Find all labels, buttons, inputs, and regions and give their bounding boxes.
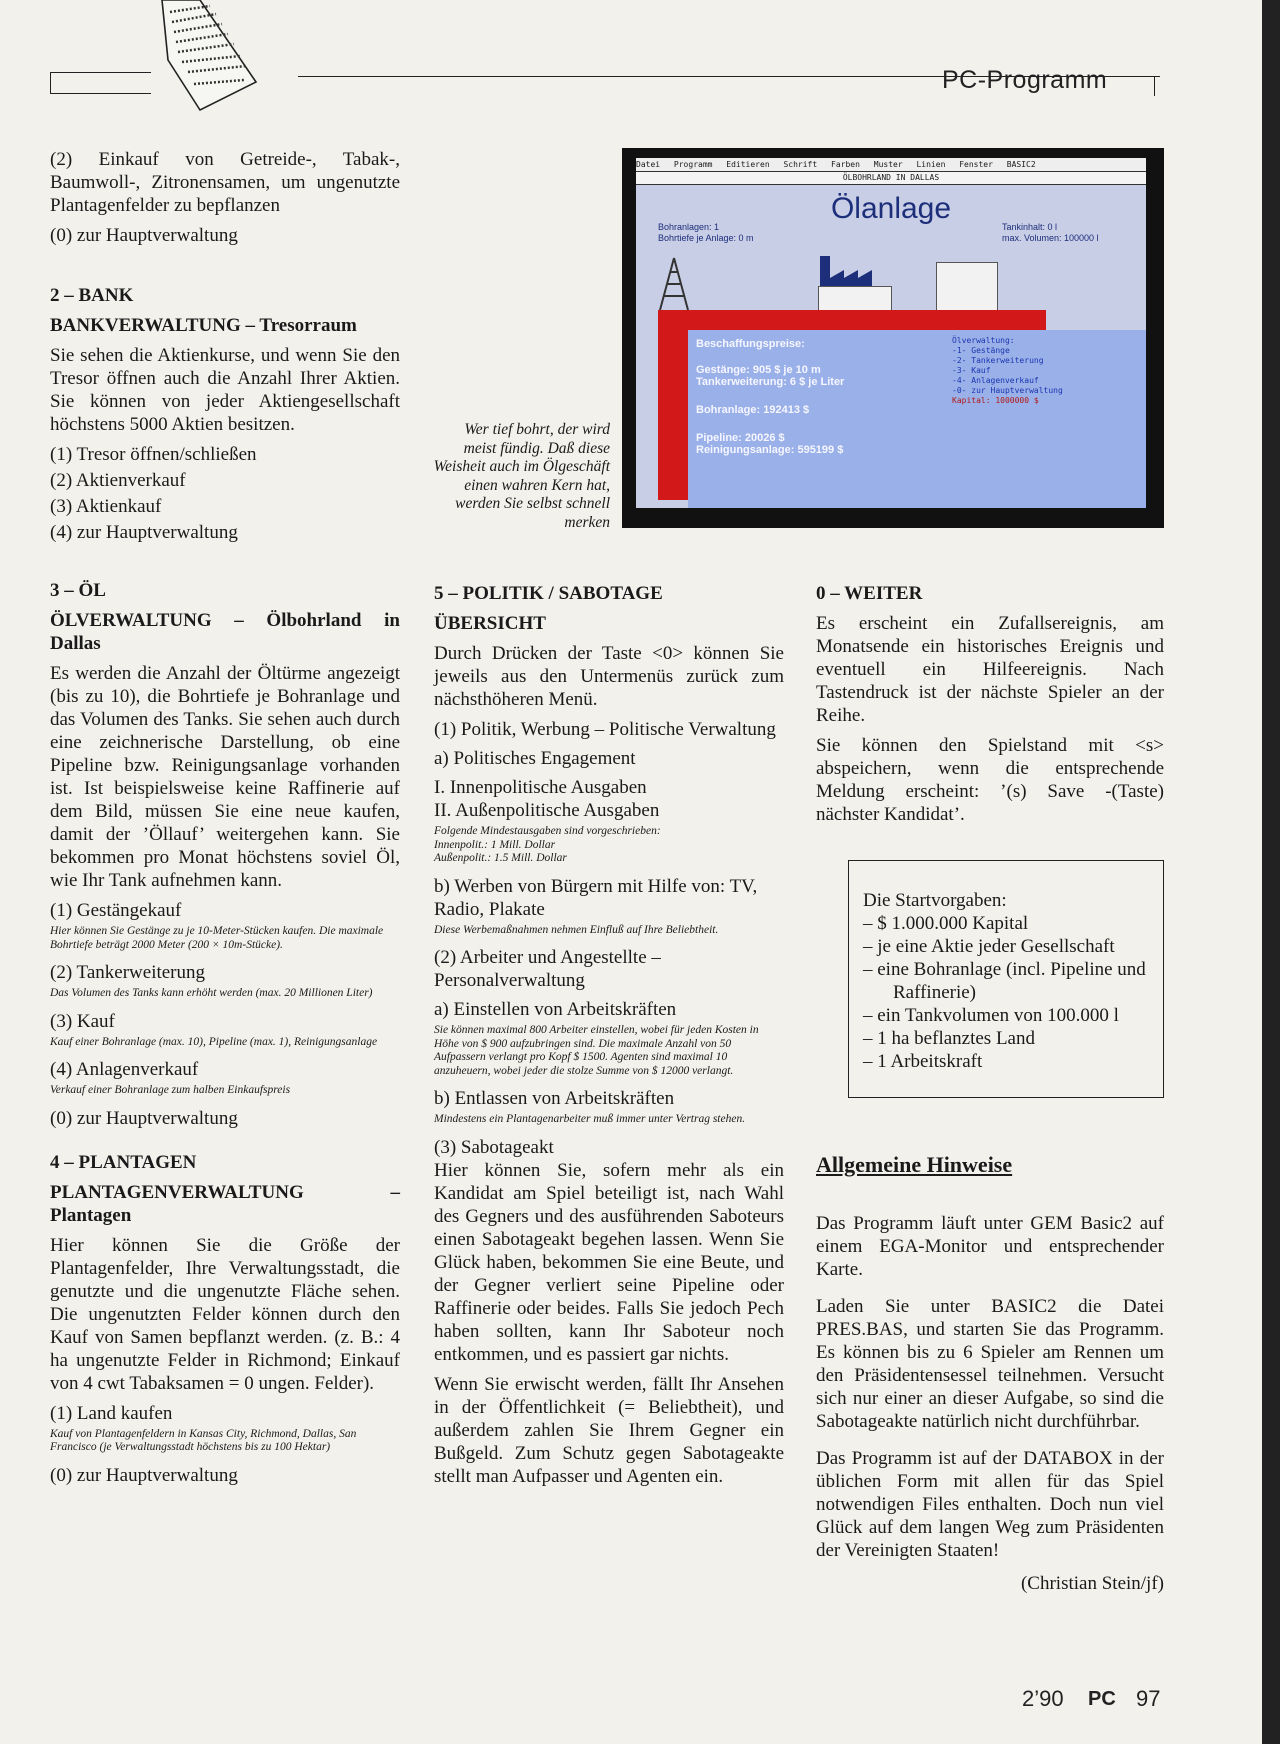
paragraph: (2) Einkauf von Getreide-, Tabak-, Baumwoll-, Zitronensamen, um ungenutzte Plantagenfelder zu bepflanzen (50, 149, 400, 216)
menu-item: Linien (916, 160, 946, 169)
menu-option: (2) Arbeiter und Angestellte – Personalverwaltung (434, 947, 661, 991)
left-stats: Bohranlagen: 1 Bohrtiefe je Anlage: 0 m (658, 222, 754, 243)
menu-option: (1) Tresor öffnen/schließen (50, 444, 257, 465)
menu-option: (1) Land kaufen (50, 1402, 173, 1424)
section-subheading: BANKVERWALTUNG – Tresorraum (50, 315, 357, 336)
list-item: – 1 Arbeitskraft (863, 1051, 983, 1072)
list-item: – ein Tankvolumen von 100.000 l (863, 1005, 1119, 1026)
game-screenshot (636, 158, 1146, 508)
list-item: – 1 ha beflanztes Land (863, 1028, 1035, 1049)
note: Das Volumen des Tanks kann erhöht werden (max. 20 Millionen Liter) (50, 987, 373, 999)
paragraph: Hier können Sie die Größe der Plantagenfelder, Ihre Verwaltungsstadt, die genutzte und die ungenutzte Fläche sehen. Die ungenutzten Felder können durch den Kauf von Samen bepflanzt werden. (z. B.: 4 ha ungenutzte Felder in Richmond; Einkauf von 4 cwt Tabaksamen = 0 ungen. Felder). (50, 1234, 400, 1394)
price-tank: Tankerweiterung: 6 $ je Liter (696, 376, 845, 388)
menu-option: I. Innenpolitische Ausgaben (434, 777, 647, 798)
menu-item: Datei (636, 160, 661, 169)
menu-option: (3) Kauf (50, 1010, 115, 1032)
section-heading: 5 – POLITIK / SABOTAGE (434, 583, 663, 604)
price-rods: Gestänge: 905 $ je 10 m (696, 364, 821, 376)
paragraph: Hier können Sie, sofern mehr als ein Kandidat am Spiel beteiligt ist, nach Wahl des Gegners und des ausführenden Saboteurs einen Sabotageakt begehen lassen. Wenn Sie Glück haben, bekommen Sie eine Beute, und der Gegner verliert seine Pipeline oder Raffinerie oder beides. Falls Sie jedoch Pech haben sollten, kann Ihr Saboteur noch entkommen, und es passiert gar nichts. (434, 1159, 784, 1365)
menu-option: (3) Aktienkauf (50, 496, 162, 517)
note: Verkauf einer Bohranlage zum halben Einkaufspreis (50, 1084, 291, 1096)
menu-option: (0) zur Hauptverwaltung (50, 1107, 238, 1129)
header-rule-left (50, 72, 151, 94)
menu-option: (2) Aktienverkauf (50, 470, 186, 491)
menu-option: (0) zur Hauptverwaltung (50, 225, 238, 246)
menu-option: a) Einstellen von Arbeitskräften (434, 999, 677, 1020)
menu-option: (1) Politik, Werbung – Politische Verwaltung (434, 719, 776, 740)
page-binding (1262, 0, 1280, 1744)
paragraph: Das Programm läuft unter GEM Basic2 auf einem EGA-Monitor und entsprechender Karte. (816, 1213, 1164, 1280)
menu-option: II. Außenpolitische Ausgaben (434, 800, 660, 821)
image-caption: Wer tief bohrt, der wird meist fündig. Daß diese Weisheit auch im Ölgeschäft einen wahren Kern hat, werden Sie selbst schnell merken (433, 421, 610, 531)
column-3 (816, 582, 1164, 833)
column-3-lower (816, 1152, 1164, 1602)
prices-panel (688, 330, 1146, 508)
section-heading: Allgemeine Hinweise (816, 1152, 1013, 1177)
menu-option: (4) Anlagenverkauf (50, 1059, 199, 1080)
menu-option: a) Politisches Engagement (434, 748, 636, 769)
menu-item: BASIC2 (1006, 160, 1036, 169)
note: Diese Werbemaßnahmen nehmen Einfluß auf Ihre Beliebtheit. (434, 923, 719, 936)
paragraph: Laden Sie unter BASIC2 die Datei PRES.BAS, und starten Sie das Programm. Es können bis zu 6 Spieler am Rennen um den Präsidentensessel teilnehmen. Versucht sich nur einer an dieser Aufgabe, so sind die Sabotageakte natürlich nicht durchführbar. (816, 1296, 1164, 1432)
menu-item: Programm (673, 160, 713, 169)
box-title: Die Startvorgaben: (863, 890, 1007, 911)
column-1 (50, 148, 400, 1490)
paragraph: Es erscheint ein Zufallsereignis, am Monatsende ein historisches Ereignis und eventuell ein Hilfeereignis. Nach Tastendruck ist der nächste Spieler an der Reihe. (816, 613, 1164, 726)
note: Hier können Sie Gestänge zu je 10-Meter-Stücken kaufen. Die maximale Bohrtiefe beträgt 2000 Meter (200 × 10m-Stücke). (50, 925, 384, 951)
section-heading: 0 – WEITER (816, 583, 923, 604)
paragraph: Durch Drücken der Taste <0> können Sie jeweils aus den Untermenüs zurück zum nächsthöheren Menü. (434, 643, 784, 710)
section-subheading: PLANTAGENVERWALTUNG – Plantagen (50, 1181, 400, 1226)
menu-item: Muster (873, 160, 903, 169)
menu-item: Editieren (726, 160, 770, 169)
menu-option: (3) Sabotageakt (434, 1136, 554, 1158)
price-cleaning: Reinigungsanlage: 595199 $ (696, 444, 844, 456)
author-credit: (Christian Stein/jf) (1020, 1573, 1164, 1594)
menu-item: Schrift (783, 160, 818, 169)
price-rig: Bohranlage: 192413 $ (696, 404, 810, 416)
note: Sie können maximal 800 Arbeiter einstellen, wobei für jeden Kosten in Höhe von $ 900 aufzubringen sind. Die maximale Anzahl von 50 Aufpassern verlangt pro Kopf $ 1500. Agenten sind maximal 10 anzuheuern, wobei jeder die stolze Summe von $ 12000 verlangt. (434, 1024, 759, 1077)
paragraph: Sie sehen die Aktienkurse, und wenn Sie den Tresor öffnen auch die Anzahl Ihrer Aktien. Sie können von jeder Aktiengesellschaft höchstens 5000 Aktien besitzen. (50, 345, 400, 435)
price-pipeline: Pipeline: 20026 $ (696, 432, 785, 444)
note: Folgende Mindestausgaben sind vorgeschrieben: Innenpolit.: 1 Mill. Dollar Außenpolit.: 1.5 Mill. Dollar (434, 825, 661, 864)
menu-option: (4) zur Hauptverwaltung (50, 522, 238, 543)
screen-title: Ölanlage (830, 192, 952, 225)
menu-option: (0) zur Hauptverwaltung (50, 1464, 238, 1486)
menu-option: (1) Gestängekauf (50, 900, 182, 921)
menu-item: Farben (831, 160, 860, 169)
note: Mindestens ein Plantagenarbeiter muß immer unter Vertrag stehen. (434, 1113, 746, 1125)
oil-tank (936, 262, 998, 312)
list-item: – je eine Aktie jeder Gesellschaft (863, 936, 1115, 957)
paragraph: Wenn Sie erwischt werden, fällt Ihr Ansehen in der Öffentlichkeit (= Beliebtheit), und außerdem zahlen Sie Ihrem Gegner ein Bußgeld. Zum Schutz gegen Sabotageakte stellt man Aufpasser und Agenten ein. (434, 1373, 784, 1487)
paragraph: Das Programm ist auf der DATABOX in der üblichen Form mit allen für das Spiel notwendigen Files enthalten. Doch nun viel Glück auf dem langen Weg zum Präsidenten der Vereinigten Staaten! (816, 1448, 1164, 1561)
section-heading: 2 – BANK (50, 285, 134, 306)
paragraph: Es werden die Anzahl der Öltürme angezeigt (bis zu 10), die Bohrtiefe je Bohranlage und das Volumen des Tanks. Sie sehen auch durch eine zeichnerische Darstellung, ob eine Pipeline bzw. Reinigungsanlage vorhanden ist. Ist beispielsweise keine Raffinerie auf dem Bild, müssen Sie eine neue kaufen, damit der ’Öllauf’ weitergehen kann. Sie bekommen pro Monat höchstens soviel Öl, wie Ihr Tank aufnehmen kann. (50, 663, 400, 891)
menu-option: b) Entlassen von Arbeitskräften (434, 1088, 675, 1109)
menu-item: Fenster (959, 160, 993, 169)
gem-menu-bar (636, 158, 1146, 172)
section-heading: 3 – ÖL (50, 580, 106, 601)
oil-derrick-icon (656, 256, 692, 312)
section-subheading: ÜBERSICHT (434, 613, 546, 634)
issue-number: 2’90 (1022, 1686, 1064, 1711)
pipeline (658, 310, 1046, 330)
section-subheading: ÖLVERWALTUNG – Ölbohrland in Dallas (50, 610, 400, 654)
right-stats: Tankinhalt: 0 l max. Volumen: 100000 l (1002, 222, 1099, 243)
column-2 (434, 582, 784, 1495)
note: Kauf von Plantagenfeldern in Kansas City, Richmond, Dallas, San Francisco (je Verwaltungsstadt höchstens bis zu 100 Hektar) (50, 1427, 357, 1453)
window-title: ÖLBOHRLAND IN DALLAS (636, 172, 1146, 185)
note: Kauf einer Bohranlage (max. 10), Pipeline (max. 1), Reinigungsanlage (50, 1035, 378, 1048)
magazine-logo: PC (1088, 1688, 1116, 1710)
refinery-base (818, 286, 892, 312)
section-heading: 4 – PLANTAGEN (50, 1151, 197, 1173)
menu-option: b) Werben von Bürgern mit Hilfe von: TV, Radio, Plakate (434, 875, 758, 920)
drill-pipe (658, 310, 688, 500)
header-rule-end (1154, 76, 1155, 96)
list-item: – $ 1.000.000 Kapital (863, 913, 1029, 934)
list-item: – eine Bohranlage (incl. Pipeline und Raffinerie) (863, 959, 1146, 1003)
section-title: PC-Programm (942, 66, 1108, 94)
prices-heading: Beschaffungspreise: (696, 338, 805, 350)
start-settings-box (848, 860, 1164, 1098)
paragraph: Sie können den Spielstand mit <s> abspeichern, wenn die entsprechende Meldung erscheint: ’(s) Save -(Taste) nächster Kandidat’. (816, 735, 1164, 825)
oil-menu: Ölverwaltung: -1- Gestänge -2- Tankerweiterung -3- Kauf -4- Anlagenverkauf -0- zur Hauptverwaltung Kapital: 1000000 $ (952, 336, 1063, 405)
page-number: 97 (1136, 1686, 1161, 1711)
document-icon (140, 0, 260, 118)
menu-option: (2) Tankerweiterung (50, 962, 206, 983)
